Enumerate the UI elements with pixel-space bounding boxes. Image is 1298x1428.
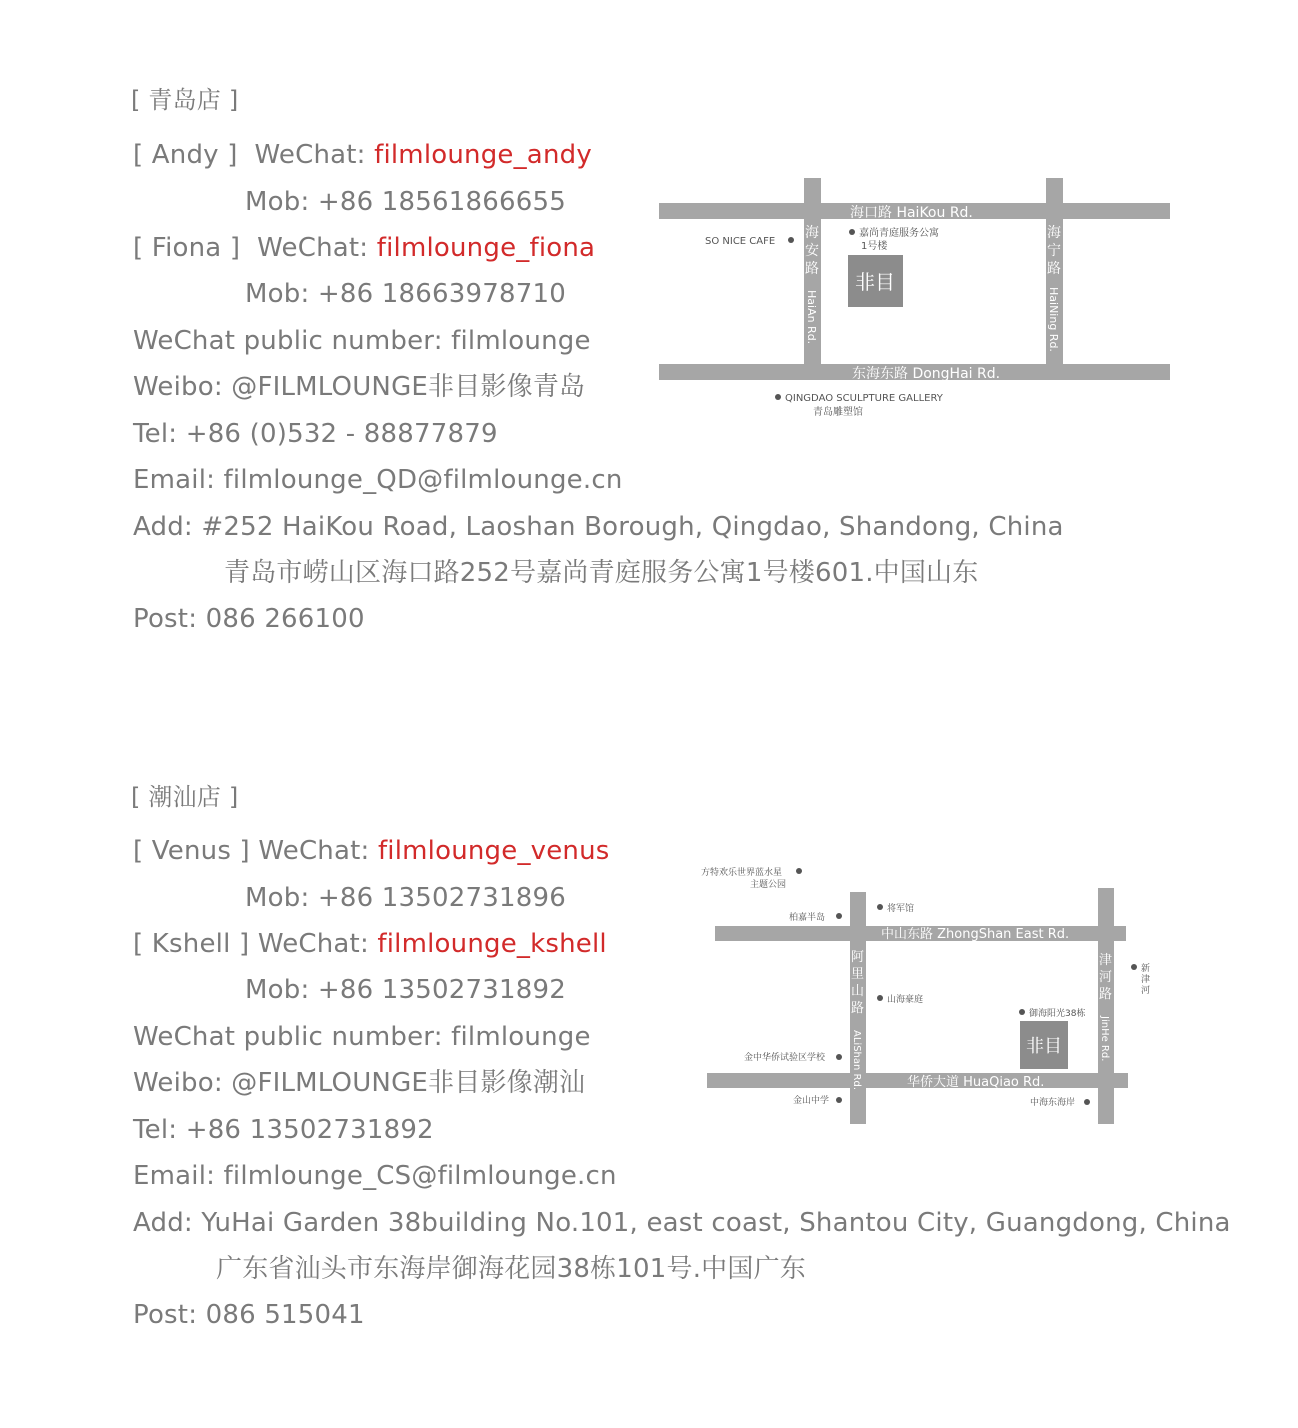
poi-building-name: 嘉尚青庭服务公寓 — [859, 228, 939, 239]
poi-xinjin-dot — [1131, 964, 1137, 970]
mob-label: Mob: — [245, 883, 310, 913]
poi-xinjin-1: 新 — [1141, 964, 1151, 974]
wechat-label: WeChat: — [257, 929, 369, 959]
road-label-right-cn-2: 宁 — [1047, 243, 1061, 259]
chaoshan-post: Post: 086 515041 — [133, 1300, 365, 1330]
wechat-label: WeChat: — [254, 140, 366, 170]
road-jinhe — [1098, 888, 1114, 1124]
poi-gallery-dot — [775, 394, 781, 400]
wechat-id[interactable]: filmlounge_kshell — [377, 929, 607, 959]
mob-label: Mob: — [245, 187, 310, 217]
poi-zhonghai-dot — [1084, 1099, 1090, 1105]
poi-jiangjun-dot — [877, 904, 883, 910]
contact-name: [ Andy ] — [133, 140, 238, 170]
qingdao-address: Add: #252 HaiKou Road, Laoshan Borough, Qingdao, Shandong, China — [133, 512, 1064, 542]
chaoshan-address-cn: 广东省汕头市东海岸御海花园38栋101号.中国广东 — [216, 1254, 806, 1284]
mob-number[interactable]: +86 13502731892 — [317, 975, 566, 1005]
chaoshan-contact-venus — [133, 838, 610, 864]
wechat-label: WeChat: — [258, 836, 370, 866]
poi-bojia: 柏嘉半岛 — [789, 913, 826, 923]
wechat-label: WeChat: — [257, 233, 369, 263]
poi-park-dot — [796, 868, 802, 874]
poi-xinjin-2: 津 — [1141, 975, 1151, 985]
road-label-left-cn-1: 阿 — [851, 950, 865, 965]
poi-building-dot — [849, 229, 855, 235]
mob-number[interactable]: +86 18663978710 — [317, 279, 566, 309]
road-label-left-en: ALiShan Rd. — [851, 1030, 862, 1090]
chaoshan-contact-kshell — [133, 931, 607, 957]
qingdao-mob-andy — [245, 189, 566, 215]
mob-number[interactable]: +86 18561866655 — [317, 187, 566, 217]
road-label-right-cn-2: 河 — [1099, 970, 1113, 985]
wechat-id[interactable]: filmlounge_andy — [374, 140, 592, 170]
poi-yuhai: 御海阳光38栋 — [1029, 1009, 1086, 1019]
road-label-left-cn-4: 路 — [851, 1001, 865, 1016]
contact-name: [ Venus ] — [133, 836, 250, 866]
qingdao-map — [655, 175, 1175, 425]
road-label-left-cn-3: 路 — [805, 261, 819, 277]
poi-bojia-dot — [836, 913, 842, 919]
qingdao-mob-fiona — [245, 281, 566, 307]
road-label-left-cn-2: 里 — [851, 967, 865, 982]
qingdao-wechat-public: WeChat public number: filmlounge — [133, 326, 591, 356]
road-label-right-en: JinHe Rd. — [1099, 1016, 1110, 1062]
qingdao-address-cn: 青岛市崂山区海口路252号嘉尚青庭服务公寓1号楼601.中国山东 — [224, 558, 979, 588]
road-label-left-cn-2: 安 — [805, 243, 819, 259]
chaoshan-weibo: Weibo: @FILMLOUNGE非目影像潮汕 — [133, 1068, 586, 1098]
poi-jinshan: 金山中学 — [793, 1096, 830, 1106]
poi-zhonghai: 中海东海岸 — [1030, 1098, 1076, 1108]
poi-building-number: 1号楼 — [861, 241, 888, 252]
poi-school-dot — [836, 1054, 842, 1060]
qingdao-post: Post: 086 266100 — [133, 604, 365, 634]
road-label-bottom: 华侨大道 HuaQiao Rd. — [907, 1075, 1045, 1090]
chaoshan-address: Add: YuHai Garden 38building No.101, east coast, Shantou City, Guangdong, China — [133, 1208, 1231, 1238]
chaoshan-email[interactable]: Email: filmlounge_CS@filmlounge.cn — [133, 1161, 617, 1191]
poi-jiangjun: 将军馆 — [887, 904, 915, 914]
chaoshan-mob-venus — [245, 885, 566, 911]
poi-shanhai-dot — [877, 995, 883, 1001]
logo-glyph: 非目 — [855, 270, 895, 294]
poi-cafe: SO NICE CAFE — [705, 236, 776, 247]
wechat-id[interactable]: filmlounge_fiona — [376, 233, 596, 263]
road-label-right-cn-3: 路 — [1099, 987, 1113, 1002]
logo-glyph: 非目 — [1026, 1036, 1062, 1057]
chaoshan-map — [695, 860, 1165, 1130]
road-label-left-en: HaiAn Rd. — [805, 290, 818, 345]
mob-label: Mob: — [245, 975, 310, 1005]
chaoshan-wechat-public: WeChat public number: filmlounge — [133, 1022, 591, 1052]
poi-jinshan-dot — [836, 1097, 842, 1103]
qingdao-tel: Tel: +86 (0)532 - 88877879 — [133, 419, 498, 449]
road-label-left-cn-3: 山 — [851, 984, 865, 999]
road-label-right-cn-1: 海 — [1047, 225, 1061, 241]
contact-name: [ Kshell ] — [133, 929, 250, 959]
poi-cafe-dot — [788, 237, 794, 243]
road-label-right-cn-1: 津 — [1099, 953, 1113, 968]
chaoshan-tel: Tel: +86 13502731892 — [133, 1115, 434, 1145]
mob-number[interactable]: +86 13502731896 — [317, 883, 566, 913]
poi-gallery: QINGDAO SCULPTURE GALLERY — [785, 393, 943, 404]
qingdao-weibo: Weibo: @FILMLOUNGE非目影像青岛 — [133, 372, 586, 402]
qingdao-contact-andy — [133, 142, 592, 168]
qingdao-contact-fiona — [133, 235, 595, 261]
contact-name: [ Fiona ] — [133, 233, 241, 263]
road-label-bottom: 东海东路 DongHai Rd. — [852, 366, 1001, 382]
qingdao-email[interactable]: Email: filmlounge_QD@filmlounge.cn — [133, 465, 623, 495]
poi-gallery-cn: 青岛雕塑馆 — [813, 407, 863, 418]
poi-school: 金中华侨试验区学校 — [744, 1053, 826, 1063]
poi-xinjin-3: 河 — [1141, 986, 1151, 996]
chaoshan-mob-kshell — [245, 977, 566, 1003]
road-label-right-en: HaiNing Rd. — [1047, 287, 1060, 352]
road-label-top: 海口路 HaiKou Rd. — [850, 205, 973, 221]
road-label-right-cn-3: 路 — [1047, 261, 1061, 277]
road-label-left-cn-1: 海 — [805, 225, 819, 241]
poi-park-2: 主题公园 — [750, 880, 787, 890]
poi-shanhai: 山海豪庭 — [887, 995, 924, 1005]
wechat-id[interactable]: filmlounge_venus — [377, 836, 610, 866]
poi-yuhai-dot — [1019, 1009, 1025, 1015]
mob-label: Mob: — [245, 279, 310, 309]
road-label-top: 中山东路 ZhongShan East Rd. — [881, 927, 1070, 942]
poi-park-1: 方特欢乐世界蓝水星 — [701, 868, 783, 878]
qingdao-store-title: [ 青岛店 ] — [131, 86, 239, 114]
chaoshan-store-title: [ 潮汕店 ] — [131, 783, 239, 811]
